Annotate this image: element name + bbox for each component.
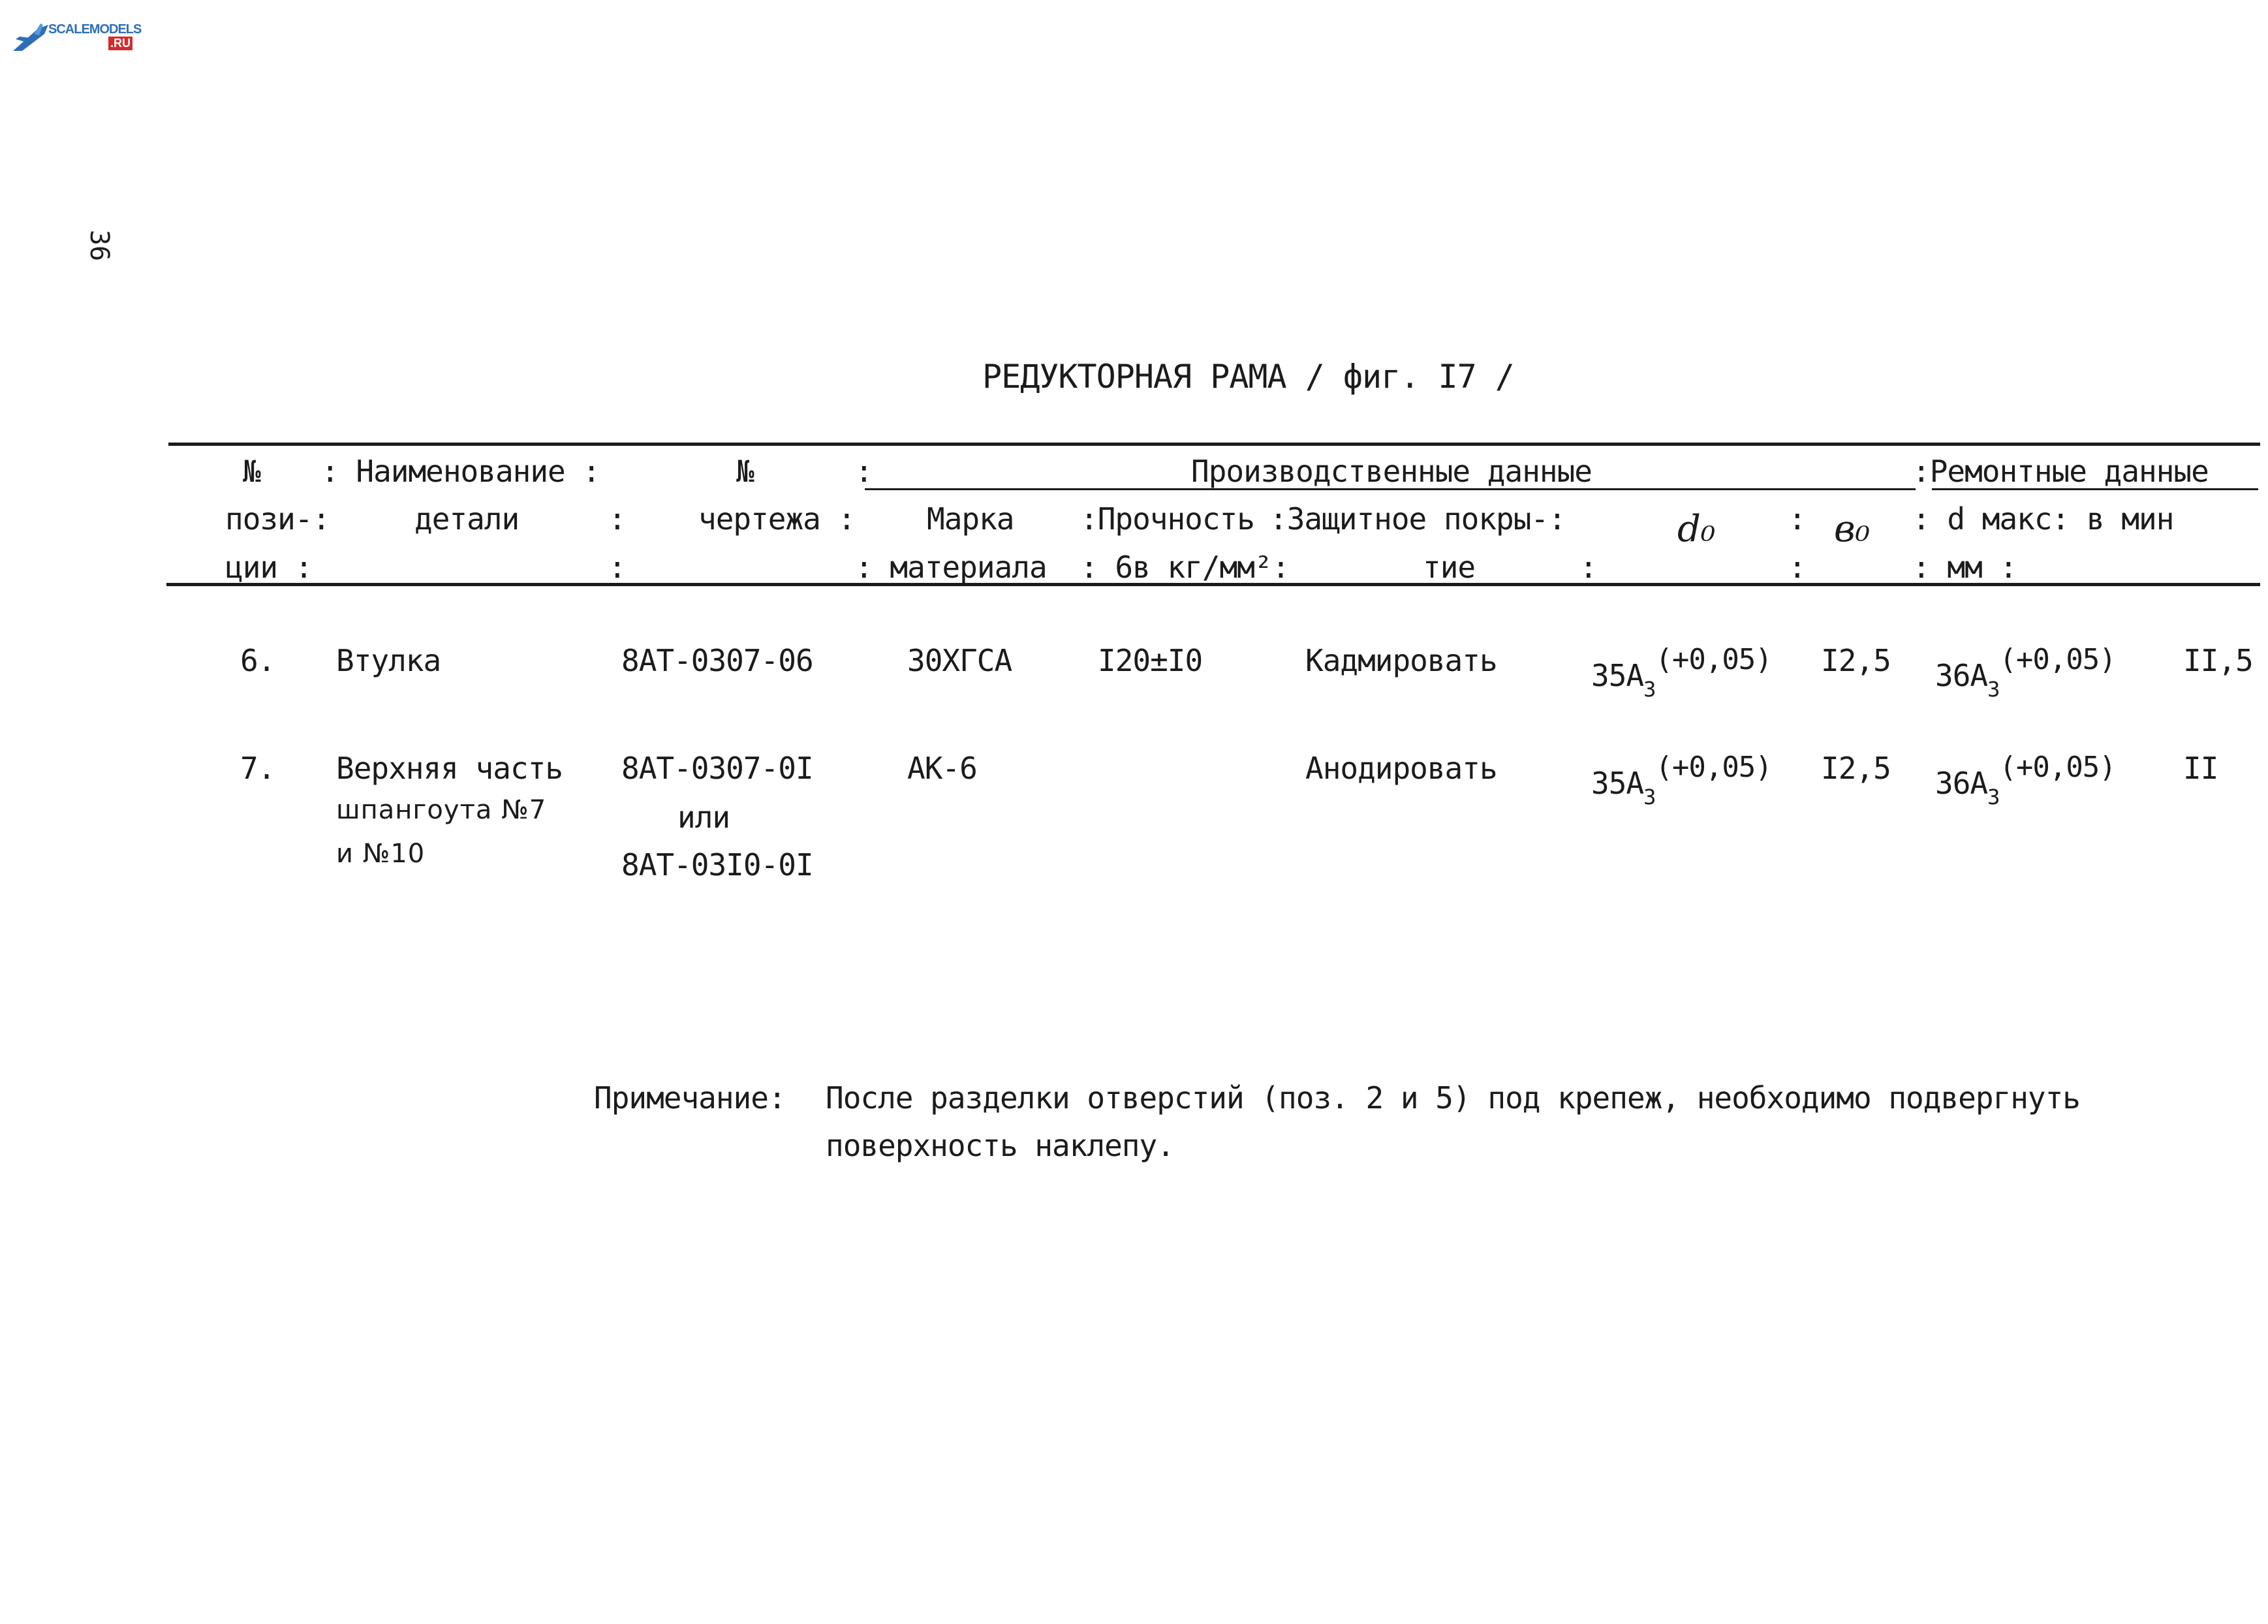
header-strength-label: :Прочность [1080, 501, 1254, 537]
header-repair-title: :Ремонтные данные [1912, 454, 2209, 489]
row-drawing: 8АТ-0307-06 [621, 643, 813, 678]
row-pos: 7. [240, 751, 275, 786]
logo-domain: .RU [108, 37, 132, 50]
row-name-handwritten-1: шпангоута №7 [336, 795, 547, 825]
row-name-handwritten-2: и №10 [336, 839, 426, 869]
row-strength: I20±I0 [1098, 643, 1203, 678]
page-title: РЕДУКТОРНАЯ РАМА / фиг. I7 / [982, 358, 1514, 396]
header-material-label: Марка [927, 501, 1014, 537]
row-b0: I2,5 [1821, 643, 1891, 678]
row-d0-sup: (+0,05) [1655, 643, 1772, 676]
header-coating-label: :Защитное покры-: [1269, 501, 1566, 537]
header-name-title: : Наименование : [321, 454, 600, 489]
header-colon-d: : [608, 550, 626, 585]
header-pos-mid: пози-: [225, 501, 330, 537]
header-dmax-bmin: : d макс: в мин [1912, 501, 2174, 537]
header-drawing-label: чертежа : [698, 501, 856, 537]
header-strength-units: : 6в кг/мм²: [1080, 550, 1290, 585]
row-pos: 6. [240, 643, 275, 678]
row-drawing-alt: 8АТ-03I0-0I [621, 847, 813, 882]
row-dmax-sup: (+0,05) [1999, 751, 2116, 784]
row-name: Верхняя часть [336, 751, 563, 786]
logo-text: SCALEMODELS [48, 22, 142, 37]
row-d0-sub: 3 [1643, 785, 1656, 809]
page-number: 36 [84, 230, 114, 262]
row-b0: I2,5 [1821, 751, 1891, 786]
row-material: 30ХГСА [907, 643, 1012, 678]
row-bmin: II,5 [2183, 643, 2253, 678]
row-dmax-sub: 3 [1987, 785, 2000, 809]
row-dmax-sup: (+0,05) [1999, 643, 2116, 676]
row-dmax [1935, 643, 2116, 702]
note-line-1: После разделки отверстий (поз. 2 и 5) под крепеж, необходимо подвергнуть [826, 1080, 2080, 1116]
header-b0: в₀ [1834, 508, 1871, 550]
row-d0 [1591, 643, 1772, 702]
note-label: Примечание: [594, 1080, 786, 1116]
table-top-rule [168, 443, 2260, 446]
row-name: Втулка [336, 643, 441, 678]
header-colon-c: : [1788, 501, 1806, 537]
row-dmax-base: 36А [1935, 658, 1988, 693]
header-colon-e: : [1579, 550, 1597, 585]
row-coating: Кадмировать [1305, 643, 1497, 678]
row-coating: Анодировать [1305, 751, 1497, 786]
note-line-2: поверхность наклепу. [826, 1128, 1174, 1163]
header-drawing-no: № [736, 454, 754, 489]
row-bmin: II [2183, 751, 2218, 786]
jet-plane-icon [12, 22, 51, 55]
row-drawing-or: или [677, 800, 730, 835]
header-colon-b: : [608, 501, 626, 537]
row-d0-base: 35А [1591, 658, 1644, 693]
header-material-sub: : материала [855, 550, 1047, 585]
site-logo [12, 18, 142, 57]
header-pos-no: № [243, 454, 260, 489]
header-mm: : мм : [1912, 550, 2017, 585]
header-name-detail: детали [414, 501, 520, 537]
header-production-title: Производственные данные [1191, 454, 1592, 489]
header-colon-f: : [1788, 550, 1806, 585]
header-d0: d₀ [1677, 508, 1716, 550]
row-dmax-base: 36А [1935, 766, 1988, 801]
row-drawing: 8АТ-0307-0I [621, 751, 813, 786]
row-d0 [1591, 751, 1772, 809]
header-colon-a: : [855, 454, 873, 489]
row-d0-sup: (+0,05) [1655, 751, 1772, 784]
header-coating-sub: тие [1423, 550, 1476, 585]
row-d0-base: 35А [1591, 766, 1644, 801]
row-material: АК-6 [907, 751, 977, 786]
row-dmax-sub: 3 [1987, 677, 2000, 702]
row-d0-sub: 3 [1643, 677, 1656, 702]
header-pos-bottom: ции : [225, 550, 313, 585]
row-dmax [1935, 751, 2116, 809]
